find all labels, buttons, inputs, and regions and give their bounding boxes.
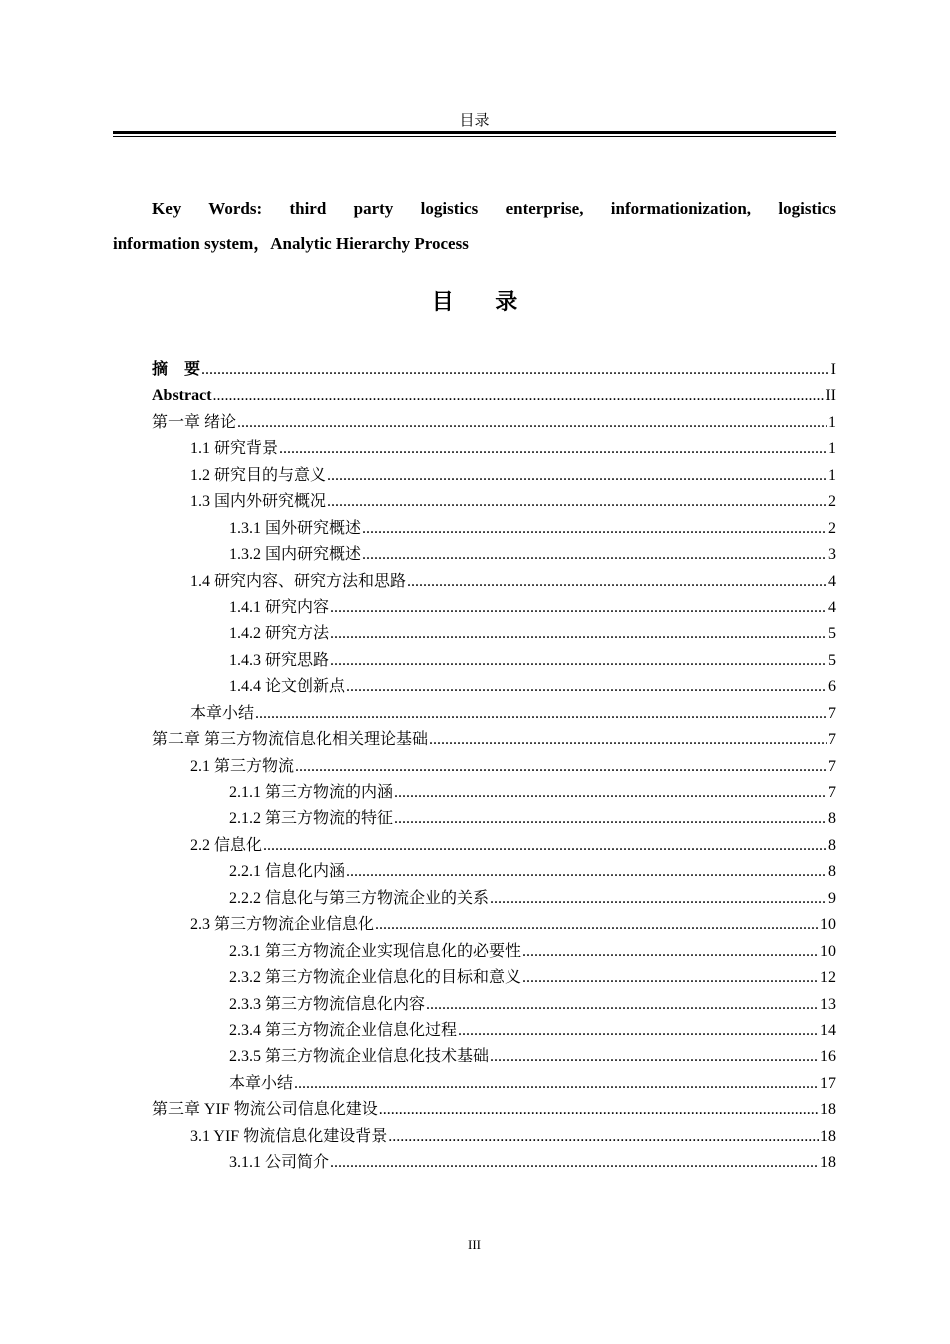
toc-entry-page: 8 bbox=[828, 863, 836, 881]
toc-entry-page: 1 bbox=[828, 413, 836, 431]
toc-entry-page: 4 bbox=[828, 572, 836, 590]
toc-dot-leader bbox=[263, 833, 827, 859]
toc-entry[interactable] bbox=[152, 542, 836, 568]
toc-entry-title: 2.3.5 第三方物流企业信息化技术基础 bbox=[229, 1048, 490, 1066]
toc-entry-title: 2.1.1 第三方物流的内涵 bbox=[229, 784, 394, 801]
toc-dot-leader bbox=[255, 701, 827, 727]
toc-entry-title: 2.3.2 第三方物流企业信息化的目标和意义 bbox=[229, 969, 522, 987]
toc-entry-title: 2.3.1 第三方物流企业实现信息化的必要性 bbox=[229, 942, 522, 960]
toc-dot-leader bbox=[330, 1150, 819, 1176]
toc-entry[interactable] bbox=[152, 1124, 836, 1150]
toc-entry[interactable] bbox=[152, 410, 836, 436]
toc-entry-page: 18 bbox=[820, 1127, 836, 1145]
toc-entry-title: 2.3.4 第三方物流企业信息化过程 bbox=[229, 1021, 458, 1039]
toc-entry[interactable] bbox=[152, 806, 836, 832]
toc-entry-page: 5 bbox=[828, 625, 836, 643]
toc-dot-leader bbox=[522, 965, 819, 991]
toc-entry[interactable] bbox=[152, 489, 836, 515]
toc-dot-leader bbox=[213, 383, 825, 409]
running-header: 目录 bbox=[459, 113, 490, 129]
toc-entry[interactable] bbox=[152, 1071, 836, 1097]
table-of-contents bbox=[152, 357, 836, 1177]
toc-title: 目 录 bbox=[431, 289, 536, 314]
keywords-line-2: information system，Analytic Hierarchy Process bbox=[113, 234, 469, 253]
toc-entry[interactable] bbox=[152, 516, 836, 542]
toc-dot-leader bbox=[490, 886, 827, 912]
toc-entry[interactable] bbox=[152, 595, 836, 621]
toc-entry-page: 6 bbox=[828, 678, 836, 696]
toc-entry-page: 1 bbox=[828, 440, 836, 458]
toc-entry-title: 2.3 第三方物流企业信息化 bbox=[190, 916, 375, 934]
toc-entry-page: 18 bbox=[820, 1154, 836, 1172]
toc-dot-leader bbox=[394, 806, 827, 832]
toc-entry-page: 10 bbox=[820, 916, 836, 934]
toc-entry-page: 4 bbox=[828, 598, 836, 616]
toc-entry-title: 1.4.4 论文创新点 bbox=[229, 678, 346, 696]
toc-entry[interactable] bbox=[152, 436, 836, 462]
toc-entry[interactable] bbox=[152, 701, 836, 727]
toc-entry-title: 第二章 第三方物流信息化相关理论基础 bbox=[152, 731, 429, 749]
toc-dot-leader bbox=[379, 1097, 819, 1123]
toc-entry-page: 5 bbox=[828, 651, 836, 669]
header-rule bbox=[113, 131, 836, 137]
keywords-line-1: Key Words: third party logistics enterprise, informationization, logistics bbox=[152, 199, 836, 218]
toc-dot-leader bbox=[330, 621, 827, 647]
toc-entry-title: 2.2 信息化 bbox=[190, 836, 263, 854]
toc-dot-leader bbox=[346, 859, 827, 885]
toc-entry-page: 7 bbox=[828, 704, 836, 722]
toc-entry-page: 7 bbox=[828, 731, 836, 749]
toc-entry[interactable] bbox=[152, 754, 836, 780]
toc-entry-title: 1.4.3 研究思路 bbox=[229, 651, 330, 669]
toc-dot-leader bbox=[522, 939, 819, 965]
toc-entry[interactable] bbox=[152, 357, 836, 383]
toc-entry-title: 2.1.2 第三方物流的特征 bbox=[229, 810, 394, 828]
toc-entry-title: 3.1 YIF 物流信息化建设背景 bbox=[190, 1127, 388, 1145]
toc-entry-title: 1.3.1 国外研究概述 bbox=[229, 519, 362, 537]
toc-entry-page: 2 bbox=[828, 519, 836, 537]
toc-dot-leader bbox=[346, 674, 827, 700]
toc-entry[interactable] bbox=[152, 886, 836, 912]
toc-dot-leader bbox=[362, 542, 827, 568]
toc-entry-title: 1.2 研究目的与意义 bbox=[190, 466, 327, 484]
toc-entry[interactable] bbox=[152, 1150, 836, 1176]
toc-dot-leader bbox=[375, 912, 819, 938]
toc-entry[interactable] bbox=[152, 621, 836, 647]
keywords-paragraph bbox=[113, 191, 836, 261]
toc-dot-leader bbox=[294, 1071, 819, 1097]
toc-entry[interactable] bbox=[152, 965, 836, 991]
toc-entry-page: 14 bbox=[820, 1021, 836, 1039]
toc-dot-leader bbox=[330, 648, 827, 674]
toc-dot-leader bbox=[394, 780, 827, 806]
toc-entry[interactable] bbox=[152, 912, 836, 938]
toc-entry-title: 3.1.1 公司简介 bbox=[229, 1154, 330, 1172]
toc-entry-title: Abstract bbox=[152, 387, 212, 405]
toc-entry[interactable] bbox=[152, 383, 836, 409]
page-number: III bbox=[468, 1237, 481, 1252]
toc-entry[interactable] bbox=[152, 1097, 836, 1123]
toc-entry[interactable] bbox=[152, 939, 836, 965]
toc-entry-page: 12 bbox=[820, 969, 836, 987]
toc-dot-leader bbox=[327, 463, 827, 489]
toc-entry-page: II bbox=[825, 387, 836, 405]
toc-entry-page: 18 bbox=[820, 1101, 836, 1119]
toc-entry-title: 2.2.2 信息化与第三方物流企业的关系 bbox=[229, 889, 490, 907]
toc-entry-title: 1.1 研究背景 bbox=[190, 440, 279, 458]
toc-entry-page: 17 bbox=[820, 1074, 836, 1092]
toc-entry-page: 7 bbox=[828, 784, 836, 801]
toc-dot-leader bbox=[426, 992, 819, 1018]
toc-entry[interactable] bbox=[152, 1044, 836, 1070]
toc-dot-leader bbox=[237, 410, 827, 436]
toc-dot-leader bbox=[388, 1124, 819, 1150]
toc-entry-title: 1.4.2 研究方法 bbox=[229, 625, 330, 643]
toc-entry-title: 第三章 YIF 物流公司信息化建设 bbox=[152, 1101, 378, 1119]
toc-entry[interactable] bbox=[152, 780, 836, 806]
toc-entry-title: 本章小结 bbox=[229, 1074, 294, 1092]
toc-entry-title: 摘 要 bbox=[152, 361, 201, 378]
toc-entry-page: 8 bbox=[828, 836, 836, 854]
toc-dot-leader bbox=[407, 569, 827, 595]
toc-entry[interactable] bbox=[152, 727, 836, 753]
toc-entry-title: 2.3.3 第三方物流信息化内容 bbox=[229, 995, 426, 1013]
toc-dot-leader bbox=[279, 436, 827, 462]
toc-entry-page: 8 bbox=[828, 810, 836, 828]
toc-entry-title: 1.3 国内外研究概况 bbox=[190, 493, 327, 511]
toc-dot-leader bbox=[330, 595, 827, 621]
toc-entry-title: 1.3.2 国内研究概述 bbox=[229, 546, 362, 564]
toc-dot-leader bbox=[458, 1018, 819, 1044]
toc-entry-page: 13 bbox=[820, 995, 836, 1013]
toc-dot-leader bbox=[295, 754, 827, 780]
toc-entry[interactable] bbox=[152, 859, 836, 885]
toc-entry[interactable] bbox=[152, 992, 836, 1018]
toc-dot-leader bbox=[429, 727, 827, 753]
toc-entry[interactable] bbox=[152, 674, 836, 700]
toc-entry-title: 本章小结 bbox=[190, 704, 255, 722]
toc-dot-leader bbox=[490, 1044, 819, 1070]
toc-entry-page: 1 bbox=[828, 466, 836, 484]
toc-entry[interactable] bbox=[152, 1018, 836, 1044]
toc-entry[interactable] bbox=[152, 833, 836, 859]
toc-entry-title: 1.4 研究内容、研究方法和思路 bbox=[190, 572, 407, 590]
toc-dot-leader bbox=[201, 357, 830, 383]
toc-entry-page: 16 bbox=[820, 1048, 836, 1066]
toc-entry-page: 10 bbox=[820, 942, 836, 960]
toc-entry-title: 2.1 第三方物流 bbox=[190, 757, 295, 775]
toc-entry-title: 第一章 绪论 bbox=[152, 413, 237, 431]
toc-dot-leader bbox=[327, 489, 827, 515]
toc-entry-page: 2 bbox=[828, 493, 836, 511]
toc-entry-page: 3 bbox=[828, 546, 836, 564]
toc-entry[interactable] bbox=[152, 569, 836, 595]
toc-dot-leader bbox=[362, 516, 827, 542]
toc-entry-page: 7 bbox=[828, 757, 836, 775]
toc-entry-page: 9 bbox=[828, 889, 836, 907]
toc-entry[interactable] bbox=[152, 463, 836, 489]
toc-entry-title: 1.4.1 研究内容 bbox=[229, 598, 330, 616]
toc-entry[interactable] bbox=[152, 648, 836, 674]
toc-entry-page: I bbox=[830, 361, 836, 378]
toc-entry-title: 2.2.1 信息化内涵 bbox=[229, 863, 346, 881]
